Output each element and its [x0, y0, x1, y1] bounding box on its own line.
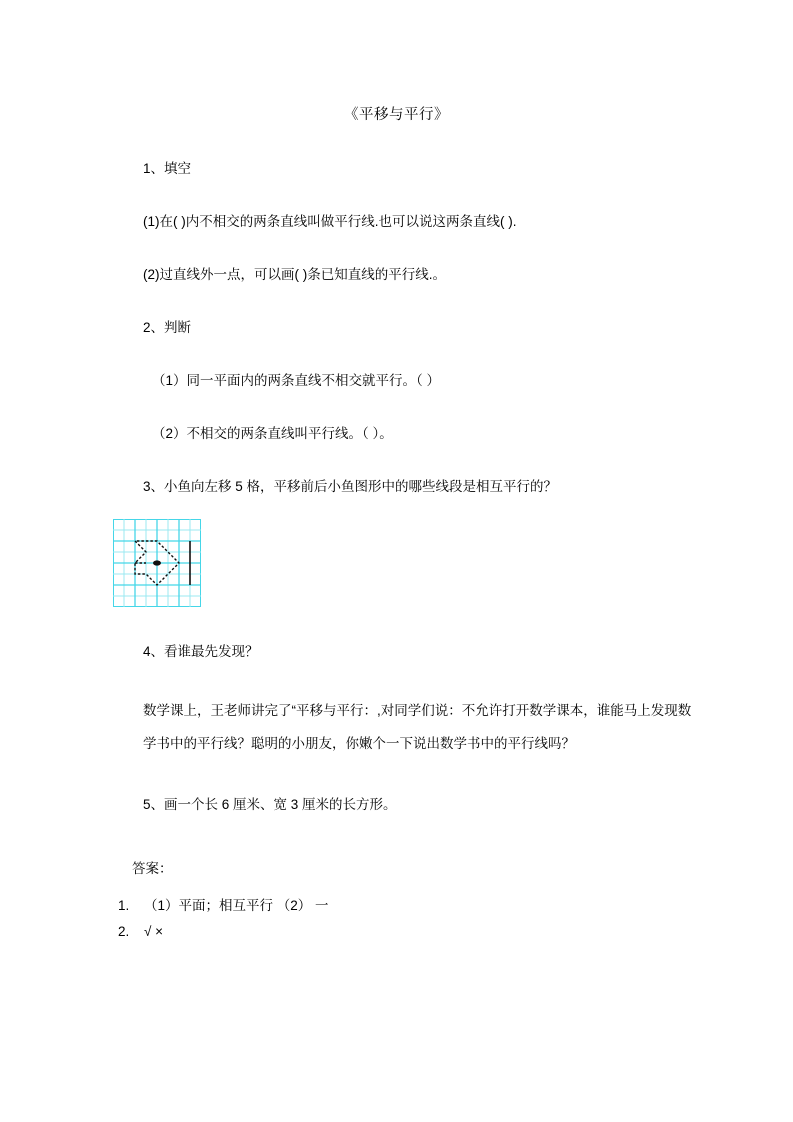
- answer-number: 2.: [118, 924, 130, 940]
- question-1-1: (1)在( )内不相交的两条直线叫做平行线.也可以说这两条直线( ).: [143, 214, 517, 229]
- reading-paragraph: 数学课上，王老师讲完了“平移与平行：,对同学们说：不允许打开数学课本，谁能马上发现数学书中的平行线？聪明的小朋友，你嫩个一下说出数学书中的平行线吗？: [143, 703, 692, 752]
- question-1-2: (2)过直线外一点，可以画( )条已知直线的平行线.。: [143, 267, 446, 282]
- section-heading-2: 2、判断: [143, 320, 192, 335]
- section-heading-4: 4、看谁最先发现？: [143, 644, 259, 659]
- answer-text: （1）平面；相互平行 （2） 一: [144, 898, 329, 914]
- answer-text: √ ×: [144, 924, 164, 940]
- question-2-2: （2）不相交的两条直线叫平行线。（ ）。: [152, 426, 393, 441]
- fish-grid-figure: [113, 519, 201, 607]
- section-heading-3: 3、小鱼向左移 5 格，平移前后小鱼图形中的哪些线段是相互平行的？: [143, 479, 558, 494]
- question-5: 5、画一个长 6 厘米、宽 3 厘米的长方形。: [143, 797, 397, 813]
- answer-row: [118, 924, 793, 939]
- page-title: 《平移与平行》: [344, 107, 449, 123]
- question-2-1: （1）同一平面内的两条直线不相交就平行。（ ）: [152, 373, 441, 388]
- answer-row: [118, 894, 793, 914]
- section-heading-1: 1、填空: [143, 161, 192, 176]
- answer-number: 1.: [118, 898, 130, 914]
- answers-heading: 答案：: [132, 861, 173, 877]
- fish-eye: [153, 560, 161, 565]
- fish-grid-svg: [113, 519, 201, 607]
